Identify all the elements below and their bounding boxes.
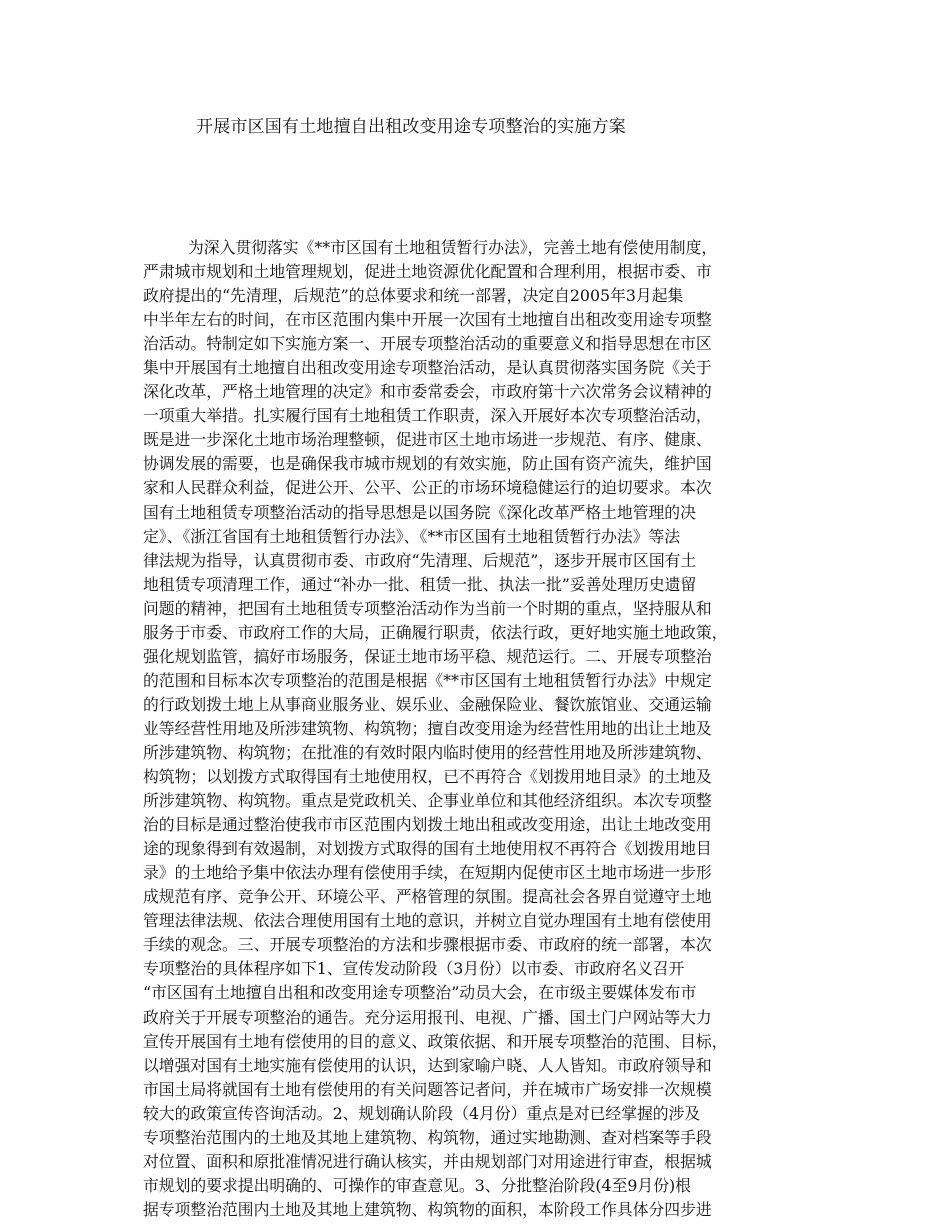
body-line: 的行政划拨土地上从事商业服务业、娱乐业、金融保险业、餐饮旅馆业、交通运输 (143, 694, 712, 714)
body-line: 管理法律法规、依法合理使用国有土地的意识，并树立自觉办理国有土地有偿使用 (143, 911, 712, 931)
body-line: “市区国有土地擅自出租和改变用途专项整治”动员大会，在市级主要媒体发布市 (143, 983, 697, 1003)
body-line: 市国土局将就国有土地有偿使用的有关问题答记者问，并在城市广场安排一次规模 (143, 1079, 712, 1099)
body-line: 政府提出的“先清理，后规范”的总体要求和统一部署，决定自2005年3月起集 (143, 286, 684, 306)
body-line: 所涉建筑物、构筑物；在批准的有效时限内临时使用的经营性用地及所涉建筑物、 (143, 742, 712, 762)
body-line: 以增强对国有土地实施有偿使用的认识，达到家喻户晓、人人皆知。市政府领导和 (143, 1055, 712, 1075)
body-line: 国有土地租赁专项整治活动的指导思想是以国务院《深化改革严格土地管理的决 (143, 502, 696, 522)
body-line: 严肃城市规划和土地管理规划，促进土地资源优化配置和合理利用，根据市委、市 (143, 262, 712, 282)
body-line: 据专项整治范围内土地及其地上建筑物、构筑物的面积，本阶段工作具体分四步进 (143, 1199, 712, 1219)
body-line: 录》的土地给予集中依法办理有偿使用手续，在短期内促使市区土地市场进一步形 (143, 863, 712, 883)
body-line: 深化改革，严格土地管理的决定》和市委常委会，市政府第十六次常务会议精神的 (143, 382, 712, 402)
body-line: 家和人民群众利益，促进公开、公平、公正的市场环境稳健运行的迫切要求。本次 (143, 478, 712, 498)
body-line: 问题的精神，把国有土地租赁专项整治活动作为当前一个时期的重点，坚持服从和 (143, 598, 712, 618)
body-line: 成规范有序、竞争公开、环境公平、严格管理的氛围。提高社会各界自觉遵守土地 (143, 887, 712, 907)
body-line: 较大的政策宣传咨询活动。2、规划确认阶段（4月份）重点是对已经掌握的涉及 (143, 1103, 701, 1123)
body-line: 集中开展国有土地擅自出租改变用途专项整治活动，是认真贯彻落实国务院《关于 (143, 358, 712, 378)
body-line: 手续的观念。三、开展专项整治的方法和步骤根据市委、市政府的统一部署，本次 (143, 935, 712, 955)
body-line: 专项整治范围内的土地及其地上建筑物、构筑物，通过实地勘测、查对档案等手段 (143, 1127, 712, 1147)
body-line: 市规划的要求提出明确的、可操作的审查意见。3、分批整治阶段(4至9月份)根 (143, 1175, 691, 1195)
body-line: 定》、《浙江省国有土地租赁暂行办法》、《**市区国有土地租赁暂行办法》等法 (143, 526, 681, 546)
body-line: 所涉建筑物、构筑物。重点是党政机关、企事业单位和其他经济组织。本次专项整 (143, 791, 712, 811)
body-line: 构筑物；以划拨方式取得国有土地使用权，已不再符合《划拨用地目录》的土地及 (143, 767, 712, 787)
body-line: 治的目标是通过整治使我市市区范围内划拨土地出租或改变用途，出让土地改变用 (143, 815, 712, 835)
body-line: 业等经营性用地及所涉建筑物、构筑物；擅自改变用途为经营性用地的出让土地及 (143, 718, 712, 738)
document-title: 开展市区国有土地擅自出租改变用途专项整治的实施方案 (196, 117, 626, 137)
body-line: 既是进一步深化土地市场治理整顿，促进市区土地市场进一步规范、有序、健康、 (143, 430, 712, 450)
body-line: 地租赁专项清理工作，通过“补办一批、租赁一批、执法一批”妥善处理历史遗留 (143, 574, 697, 594)
body-line: 律法规为指导，认真贯彻市委、市政府“先清理、后规范”，逐步开展市区国有土 (143, 550, 697, 570)
body-line: 治活动。特制定如下实施方案一、开展专项整治活动的重要意义和指导思想在市区 (143, 334, 712, 354)
body-line: 为深入贯彻落实《**市区国有土地租赁暂行办法》，完善土地有偿使用制度， (188, 238, 718, 257)
body-line: 政府关于开展专项整治的通告。充分运用报刊、电视、广播、国土门户网站等大力 (143, 1007, 712, 1027)
body-line: 途的现象得到有效遏制，对划拨方式取得的国有土地使用权不再符合《划拨用地目 (143, 839, 712, 859)
body-line: 强化规划监管，搞好市场服务，保证土地市场平稳、规范运行。二、开展专项整治 (143, 646, 712, 666)
body-line: 对位置、面积和原批准情况进行确认核实，并由规划部门对用途进行审查，根据城 (143, 1151, 712, 1171)
body-line: 专项整治的具体程序如下1、宣传发动阶段（3月份）以市委、市政府名义召开 (143, 959, 685, 979)
document-body (143, 236, 811, 1222)
body-line: 服务于市委、市政府工作的大局，正确履行职责，依法行政，更好地实施土地政策， (143, 622, 728, 642)
body-line: 中半年左右的时间，在市区范围内集中开展一次国有土地擅自出租改变用途专项整 (143, 310, 712, 330)
body-line: 宣传开展国有土地有偿使用的目的意义、政策依据、和开展专项整治的范围、目标， (143, 1031, 728, 1051)
body-line: 的范围和目标本次专项整治的范围是根据《**市区国有土地租赁暂行办法》中规定 (143, 670, 712, 690)
body-line: 一项重大举措。扎实履行国有土地租赁工作职责，深入开展好本次专项整治活动， (143, 406, 712, 426)
body-line: 协调发展的需要，也是确保我市城市规划的有效实施，防止国有资产流失，维护国 (143, 454, 712, 474)
